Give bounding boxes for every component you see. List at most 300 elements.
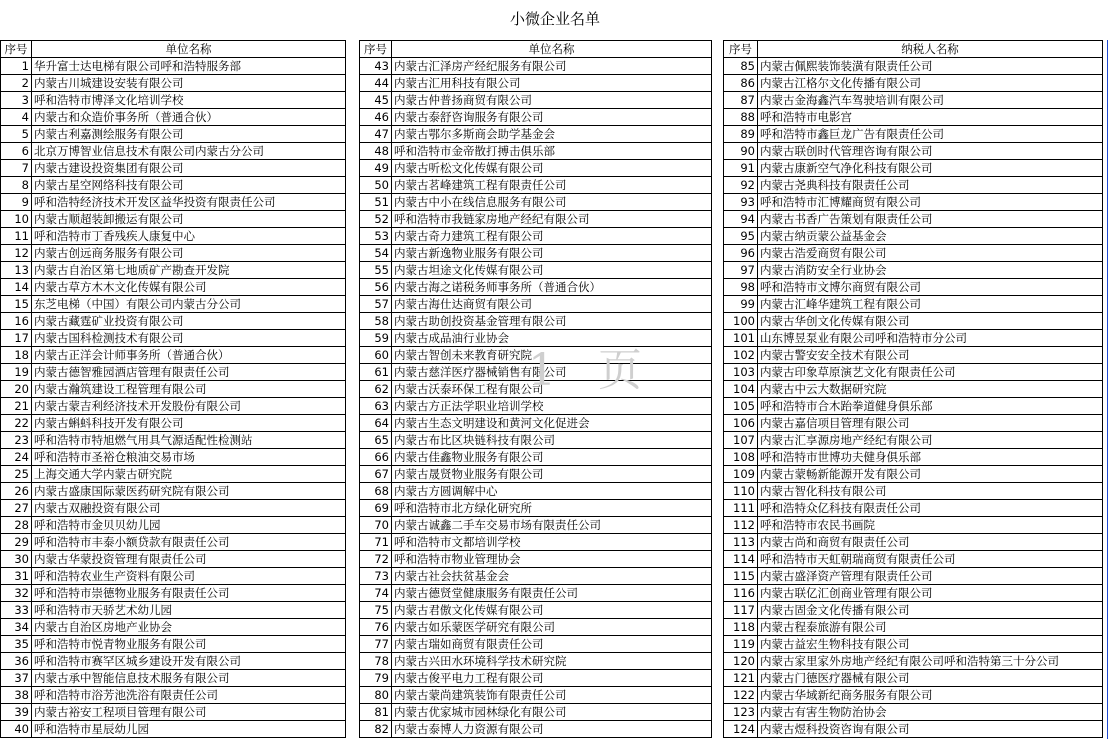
table-row [724,432,1103,449]
table-row [360,398,712,415]
row-index-cell: 43 [360,58,392,75]
table-row [1,415,346,432]
row-name-cell: 内蒙古金海鑫汽车驾驶培训有限公司 [758,92,1103,109]
table-row [1,483,346,500]
row-name-cell: 呼和浩特经济技术开发区益华投资有限责任公司 [32,194,346,211]
table-row [1,194,346,211]
row-index-cell: 24 [1,449,32,466]
table-row [724,653,1103,670]
table-row [360,177,712,194]
row-name-cell: 呼和浩特市我链家房地产经纪有限公司 [392,211,712,228]
row-index-cell: 52 [360,211,392,228]
row-name-cell: 内蒙古助创投资基金管理有限公司 [392,313,712,330]
row-index-cell: 122 [724,687,758,704]
row-index-cell: 67 [360,466,392,483]
table-row [1,721,346,738]
row-name-cell: 内蒙古汇享源房地产经纪有限公司 [758,432,1103,449]
table-header-row [360,41,712,58]
row-index-cell: 85 [724,58,758,75]
row-index-cell: 40 [1,721,32,738]
row-name-cell: 内蒙古坦途文化传媒有限公司 [392,262,712,279]
table-row [1,466,346,483]
row-name-cell: 内蒙古蒙尚建筑装饰有限责任公司 [392,687,712,704]
row-index-cell: 21 [1,398,32,415]
row-index-cell: 72 [360,551,392,568]
row-name-cell: 内蒙古纳贡蒙公益基金会 [758,228,1103,245]
table-row [1,432,346,449]
row-name-cell: 呼和浩特市汇博耀商贸有限公司 [758,194,1103,211]
table-row [1,109,346,126]
row-index-cell: 115 [724,568,758,585]
row-index-cell: 25 [1,466,32,483]
table-row [724,381,1103,398]
table-row [724,109,1103,126]
row-index-cell: 44 [360,75,392,92]
index-header: 序号 [1,41,32,58]
row-index-cell: 124 [724,721,758,738]
row-index-cell: 23 [1,432,32,449]
row-name-cell: 内蒙古鄂尔多斯商会助学基金会 [392,126,712,143]
table-row [1,92,346,109]
row-index-cell: 80 [360,687,392,704]
row-index-cell: 8 [1,177,32,194]
row-name-cell: 内蒙古藏霆矿业投资有限公司 [32,313,346,330]
row-index-cell: 106 [724,415,758,432]
table-row [360,483,712,500]
table-row [724,279,1103,296]
table-row [1,262,346,279]
row-index-cell: 88 [724,109,758,126]
row-name-cell: 内蒙古浩爱商贸有限公司 [758,245,1103,262]
row-name-cell: 内蒙古兴田水环境科学技术研究院 [392,653,712,670]
row-index-cell: 82 [360,721,392,738]
row-name-cell: 内蒙古方正法学职业培训学校 [392,398,712,415]
row-index-cell: 99 [724,296,758,313]
row-name-cell: 内蒙古警安安全技术有限公司 [758,347,1103,364]
row-index-cell: 16 [1,313,32,330]
row-index-cell: 19 [1,364,32,381]
row-name-cell: 内蒙古蒙畅新能源开发有限公司 [758,466,1103,483]
row-index-cell: 95 [724,228,758,245]
row-name-cell: 内蒙古国科检测技术有限公司 [32,330,346,347]
row-index-cell: 6 [1,143,32,160]
table-row [1,177,346,194]
table-row [724,177,1103,194]
row-index-cell: 76 [360,619,392,636]
row-name-cell: 呼和浩特市天骄艺术幼儿园 [32,602,346,619]
row-index-cell: 51 [360,194,392,211]
enterprise-table-3 [723,40,1103,738]
row-name-cell: 内蒙古德贤堂健康服务有限责任公司 [392,585,712,602]
row-name-cell: 东芝电梯（中国）有限公司内蒙古分公司 [32,296,346,313]
row-index-cell: 5 [1,126,32,143]
table-row [360,704,712,721]
row-name-cell: 内蒙古成品油行业协会 [392,330,712,347]
row-name-cell: 内蒙古蒙吉利经济技术开发股份有限公司 [32,398,346,415]
row-index-cell: 10 [1,211,32,228]
row-index-cell: 123 [724,704,758,721]
table-row [1,228,346,245]
row-index-cell: 45 [360,92,392,109]
row-index-cell: 69 [360,500,392,517]
table-row [1,653,346,670]
row-name-cell: 内蒙古江格尔文化传播有限公司 [758,75,1103,92]
row-name-cell: 呼和浩特市博泽文化培训学校 [32,92,346,109]
table-row [360,653,712,670]
row-name-cell: 内蒙古泰舒咨询服务有限公司 [392,109,712,126]
table-row [360,687,712,704]
row-index-cell: 90 [724,143,758,160]
row-index-cell: 114 [724,551,758,568]
table-row [724,160,1103,177]
enterprise-table-2 [359,40,712,738]
table-row [1,534,346,551]
row-name-cell: 内蒙古康新空气净化科技有限公司 [758,160,1103,177]
row-name-cell: 内蒙古方圆调解中心 [392,483,712,500]
row-name-cell: 内蒙古佩熙装饰装潢有限责任公司 [758,58,1103,75]
table-row [360,415,712,432]
table-row [1,551,346,568]
table-row [724,194,1103,211]
row-index-cell: 29 [1,534,32,551]
table-row [1,687,346,704]
row-name-cell: 呼和浩特市物业管理协会 [392,551,712,568]
row-index-cell: 81 [360,704,392,721]
table-row [724,58,1103,75]
table-header-row [724,41,1103,58]
table-row [1,670,346,687]
row-name-cell: 内蒙古自治区第七地质矿产勘查开发院 [32,262,346,279]
row-name-cell: 呼和浩特市崇德物业服务有限责任公司 [32,585,346,602]
page-watermark: 1 页 [528,345,656,396]
row-name-cell: 呼和浩特农业生产资料有限公司 [32,568,346,585]
row-index-cell: 102 [724,347,758,364]
row-index-cell: 87 [724,92,758,109]
row-index-cell: 36 [1,653,32,670]
table-row [360,245,712,262]
table-row [1,211,346,228]
row-index-cell: 121 [724,670,758,687]
row-name-cell: 内蒙古智化科技有限公司 [758,483,1103,500]
row-name-cell: 呼和浩特市赛罕区城乡建设开发有限公司 [32,653,346,670]
table-row [1,313,346,330]
row-index-cell: 50 [360,177,392,194]
row-index-cell: 38 [1,687,32,704]
row-index-cell: 64 [360,415,392,432]
row-name-cell: 内蒙古奇力建筑工程有限公司 [392,228,712,245]
table-row [724,687,1103,704]
row-name-cell: 内蒙古尧典科技有限责任公司 [758,177,1103,194]
index-header: 序号 [360,41,392,58]
row-name-cell: 内蒙古优家城市园林绿化有限公司 [392,704,712,721]
row-index-cell: 98 [724,279,758,296]
table-row [360,534,712,551]
row-index-cell: 49 [360,160,392,177]
row-index-cell: 86 [724,75,758,92]
row-index-cell: 55 [360,262,392,279]
row-name-cell: 呼和浩特市北方绿化研究所 [392,500,712,517]
table-row [724,466,1103,483]
row-index-cell: 68 [360,483,392,500]
table-row [1,568,346,585]
row-name-cell: 内蒙古海仕达商贸有限公司 [392,296,712,313]
table-row [360,228,712,245]
row-index-cell: 59 [360,330,392,347]
row-index-cell: 54 [360,245,392,262]
row-name-cell: 内蒙古生态文明建设和黄河文化促进会 [392,415,712,432]
row-name-cell: 内蒙古承中智能信息技术服务有限公司 [32,670,346,687]
table-row [360,143,712,160]
row-name-cell: 内蒙古华创文化传媒有限公司 [758,313,1103,330]
row-index-cell: 93 [724,194,758,211]
row-name-cell: 内蒙古布比区块链科技有限公司 [392,432,712,449]
row-name-cell: 内蒙古顺超装卸搬运有限公司 [32,211,346,228]
row-name-cell: 北京万博智业信息技术有限公司内蒙古分公司 [32,143,346,160]
row-name-cell: 内蒙古自治区房地产业协会 [32,619,346,636]
row-index-cell: 108 [724,449,758,466]
table-row [724,228,1103,245]
table-row [724,585,1103,602]
row-index-cell: 75 [360,602,392,619]
row-index-cell: 30 [1,551,32,568]
row-index-cell: 2 [1,75,32,92]
row-name-cell: 呼和浩特市金帝散打搏击俱乐部 [392,143,712,160]
row-index-cell: 13 [1,262,32,279]
row-index-cell: 96 [724,245,758,262]
row-index-cell: 39 [1,704,32,721]
table-row [724,670,1103,687]
table-row [724,296,1103,313]
table-row [360,619,712,636]
table-row [1,347,346,364]
row-index-cell: 78 [360,653,392,670]
table-row [1,126,346,143]
table-row [360,721,712,738]
row-name-cell: 内蒙古泰博人力资源有限公司 [392,721,712,738]
row-name-cell: 呼和浩特市金贝贝幼儿园 [32,517,346,534]
row-name-cell: 内蒙古汇峰华建筑工程有限公司 [758,296,1103,313]
row-index-cell: 70 [360,517,392,534]
table-row [360,602,712,619]
row-index-cell: 116 [724,585,758,602]
table-row [1,381,346,398]
row-name-cell: 内蒙古德智雅园酒店管理有限责任公司 [32,364,346,381]
table-row [1,449,346,466]
table-row [724,483,1103,500]
row-name-cell: 内蒙古华域新纪商务服务有限公司 [758,687,1103,704]
table-row [1,517,346,534]
row-index-cell: 31 [1,568,32,585]
row-index-cell: 9 [1,194,32,211]
row-index-cell: 113 [724,534,758,551]
row-index-cell: 107 [724,432,758,449]
row-name-cell: 内蒙古创远商务服务有限公司 [32,245,346,262]
table-row [360,279,712,296]
row-index-cell: 56 [360,279,392,296]
table-row [1,160,346,177]
row-name-cell: 内蒙古书香广告策划有限责任公司 [758,211,1103,228]
row-index-cell: 66 [360,449,392,466]
table-row [1,619,346,636]
table-row [724,517,1103,534]
row-name-cell: 呼和浩特市浴芳池洗浴有限责任公司 [32,687,346,704]
row-index-cell: 32 [1,585,32,602]
row-index-cell: 53 [360,228,392,245]
table-row [724,500,1103,517]
row-index-cell: 71 [360,534,392,551]
row-index-cell: 15 [1,296,32,313]
row-name-cell: 内蒙古晟贤物业服务有限公司 [392,466,712,483]
table-row [360,160,712,177]
table-row [360,670,712,687]
row-index-cell: 62 [360,381,392,398]
row-index-cell: 91 [724,160,758,177]
row-name-cell: 内蒙古建设投资集团有限公司 [32,160,346,177]
table-header-row [1,41,346,58]
table-row [1,296,346,313]
table-row [1,704,346,721]
row-index-cell: 33 [1,602,32,619]
table-row [1,279,346,296]
row-index-cell: 18 [1,347,32,364]
row-name-cell: 内蒙古煜科投资咨询有限公司 [758,721,1103,738]
table-row [1,364,346,381]
row-name-cell: 呼和浩特市电影宫 [758,109,1103,126]
row-name-cell: 上海交通大学内蒙古研究院 [32,466,346,483]
table-row [360,449,712,466]
table-row [724,449,1103,466]
row-index-cell: 63 [360,398,392,415]
row-name-cell: 内蒙古盛康国际蒙医药研究院有限公司 [32,483,346,500]
table-row [1,500,346,517]
table-row [724,704,1103,721]
row-index-cell: 79 [360,670,392,687]
table-row [1,330,346,347]
row-index-cell: 46 [360,109,392,126]
row-index-cell: 34 [1,619,32,636]
table-row [360,381,712,398]
row-index-cell: 4 [1,109,32,126]
table-row [724,92,1103,109]
table-row [724,398,1103,415]
row-name-cell: 内蒙古星空网络科技有限公司 [32,177,346,194]
row-name-cell: 内蒙古益宏生物科技有限公司 [758,636,1103,653]
row-index-cell: 120 [724,653,758,670]
table-row [360,517,712,534]
row-index-cell: 48 [360,143,392,160]
table-row [360,364,712,381]
row-name-cell: 内蒙古佳鑫物业服务有限公司 [392,449,712,466]
table-row [1,58,346,75]
name-header: 单位名称 [32,41,346,58]
table-row [724,636,1103,653]
row-index-cell: 119 [724,636,758,653]
row-name-cell: 内蒙古门德医疗器械有限公司 [758,670,1103,687]
row-index-cell: 57 [360,296,392,313]
row-index-cell: 104 [724,381,758,398]
table-row [724,721,1103,738]
table-row [1,245,346,262]
row-name-cell: 内蒙古有害生物防治协会 [758,704,1103,721]
row-name-cell: 内蒙古中小在线信息服务有限公司 [392,194,712,211]
table-row [360,585,712,602]
row-name-cell: 内蒙古中云大数据研究院 [758,381,1103,398]
row-name-cell: 呼和浩特市悦青物业服务有限公司 [32,636,346,653]
table-row [1,585,346,602]
table-row [724,245,1103,262]
row-name-cell: 内蒙古川城建设安装有限公司 [32,75,346,92]
row-index-cell: 112 [724,517,758,534]
table-row [360,211,712,228]
row-name-cell: 呼和浩特市丰泰小额贷款有限责任公司 [32,534,346,551]
row-name-cell: 内蒙古正洋会计师事务所（普通合伙） [32,347,346,364]
table-row [360,262,712,279]
row-index-cell: 61 [360,364,392,381]
row-name-cell: 内蒙古智创未来教育研究院 [392,347,712,364]
enterprise-table-1 [0,40,346,738]
table-row [360,126,712,143]
row-index-cell: 65 [360,432,392,449]
index-header: 序号 [724,41,758,58]
row-index-cell: 14 [1,279,32,296]
row-index-cell: 7 [1,160,32,177]
row-name-cell: 内蒙古盛泽资产管理有限责任公司 [758,568,1103,585]
row-index-cell: 74 [360,585,392,602]
table-row [724,126,1103,143]
table-row [1,398,346,415]
row-name-cell: 内蒙古家里家外房地产经纪有限公司呼和浩特第三十分公司 [758,653,1103,670]
table-row [360,432,712,449]
row-name-cell: 内蒙古印象草原演艺文化有限责任公司 [758,364,1103,381]
row-index-cell: 100 [724,313,758,330]
row-name-cell: 内蒙古利嘉测绘服务有限公司 [32,126,346,143]
row-name-cell: 内蒙古如乐蒙医学研究有限公司 [392,619,712,636]
table-row [724,262,1103,279]
row-name-cell: 呼和浩特市文都培训学校 [392,534,712,551]
row-index-cell: 60 [360,347,392,364]
row-name-cell: 内蒙古联亿汇创商业管理有限公司 [758,585,1103,602]
row-name-cell: 内蒙古瑞如商贸有限责任公司 [392,636,712,653]
row-index-cell: 22 [1,415,32,432]
row-index-cell: 89 [724,126,758,143]
table-row [1,636,346,653]
table-row [360,313,712,330]
row-name-cell: 内蒙古草方木木文化传媒有限公司 [32,279,346,296]
row-index-cell: 35 [1,636,32,653]
table-row [1,143,346,160]
table-row [724,619,1103,636]
row-name-cell: 呼和浩特市星辰幼儿园 [32,721,346,738]
table-row [724,313,1103,330]
page-break-line [1107,40,1108,739]
table-row [724,602,1103,619]
row-name-cell: 内蒙古瀚筑建设工程管理有限公司 [32,381,346,398]
row-name-cell: 内蒙古蝌蚪科技开发有限公司 [32,415,346,432]
row-index-cell: 101 [724,330,758,347]
row-index-cell: 58 [360,313,392,330]
row-index-cell: 73 [360,568,392,585]
table-row [360,194,712,211]
table-row [360,466,712,483]
table-row [724,568,1103,585]
row-name-cell: 内蒙古嘉信项目管理有限公司 [758,415,1103,432]
table-row [360,109,712,126]
table-row [724,364,1103,381]
row-index-cell: 17 [1,330,32,347]
row-index-cell: 11 [1,228,32,245]
row-index-cell: 110 [724,483,758,500]
row-index-cell: 103 [724,364,758,381]
